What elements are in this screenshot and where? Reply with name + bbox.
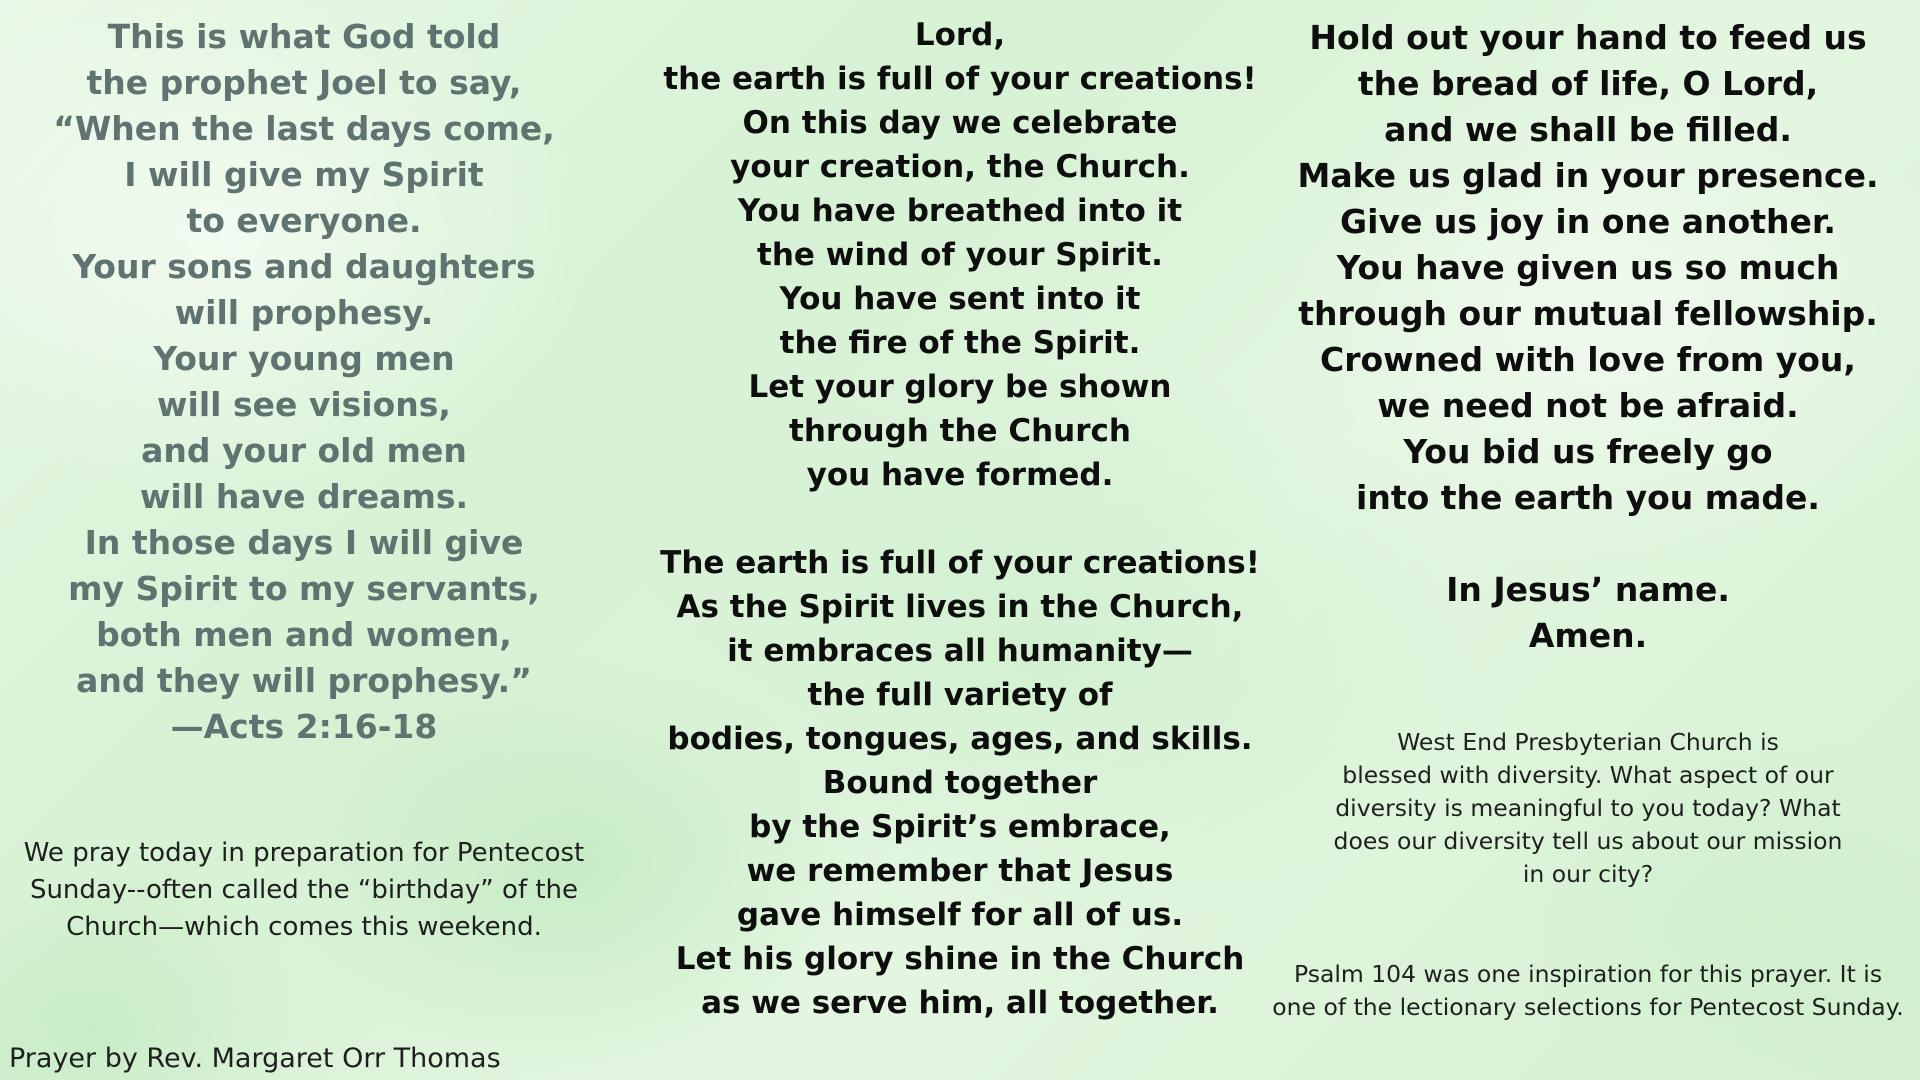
intro-note — [0, 835, 608, 946]
prayer-right-column — [1280, 15, 1896, 659]
intro-note-text: We pray today in preparation for Pentecost Sunday--often called the “birthday” of the Church—which comes this weekend. — [23, 838, 585, 942]
scripture-text: This is what God told the prophet Joel to say, “When the last days come, I will give my Spirit to everyone. Your sons and daughters will prophesy. Your young men will see visions, and your old men will have dreams. In those days I will give my Spirit to my servants, both men and women, and they will prophesy.” —Acts 2:16-18 — [53, 17, 555, 746]
stanza-spacer — [640, 497, 1280, 541]
psalm-note-text: Psalm 104 was one inspiration for this prayer. It is one of the lectionary selections for Pentecost Sunday. — [1272, 960, 1904, 1021]
prayer-stanza-2: The earth is full of your creations! As the Spirit lives in the Church, it embraces all humanity— the full variety of bodies, tongues, ages, and skills. Bound together by the Spirit’s embrace, we remember that Jesus gave himself for all of us. Let his glory shine in the Church as we serve him, all together. — [660, 545, 1260, 1021]
prayer-closing: In Jesus’ name. Amen. — [1446, 570, 1730, 655]
reflection-note-text: West End Presbyterian Church is blessed with diversity. What aspect of our diversity is meaningful to you today? What does our diversity tell us about our mission in our city? — [1333, 728, 1843, 888]
psalm-note — [1260, 958, 1916, 1024]
reflection-note — [1330, 726, 1846, 891]
scripture-passage — [0, 14, 608, 750]
prayer-stanza-1: Lord, the earth is full of your creations! On this day we celebrate your creation, the Church. You have breathed into it the wind of your Spirit. You have sent into it the fire of the Spirit. Let your glory be shown through the Church you have formed. — [663, 17, 1257, 493]
prayer-middle-column — [640, 13, 1280, 1025]
prayer-credit: Prayer by Rev. Margaret Orr Thomas — [9, 1043, 501, 1074]
prayer-stanza-3: Hold out your hand to feed us the bread of life, O Lord, and we shall be filled. Make us glad in your presence. Give us joy in one another. You have given us so much through our mutual fellowship. Crowned with love from you, we need not be afraid. You bid us freely go into the earth you made. — [1297, 18, 1879, 517]
stanza-spacer — [1280, 521, 1896, 567]
